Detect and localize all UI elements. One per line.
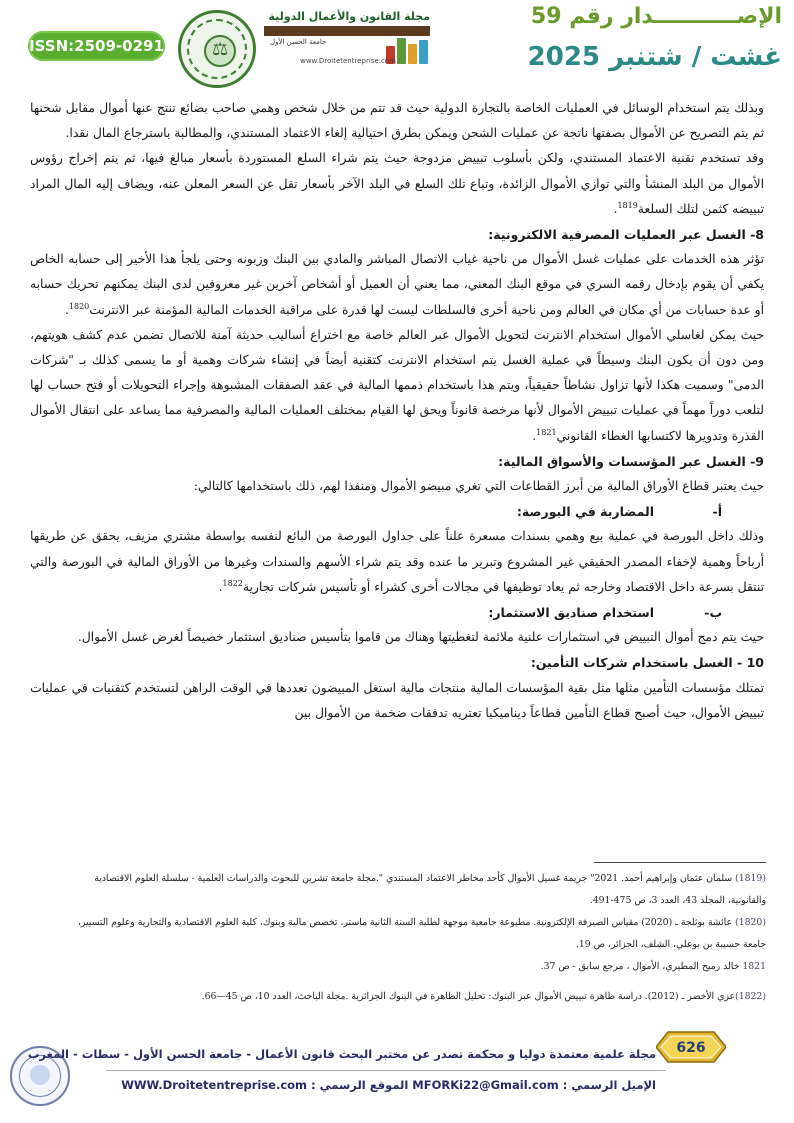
section-heading: 10 - الغسل باستخدام شركات التأمين: — [530, 655, 764, 671]
paragraph: حيث يتم دمج أموال التبييض في استثمارات علنية ملائمة لتغطيتها وهناك من قاموا بتأسيس صناديق استثمار خصيصاً لغرض غسل الأموال. — [77, 630, 764, 645]
footer-journal-info: مجلة علمية معتمدة دوليا و محكمة تصدر عن مختبر البحث قانون الأعمال - جامعة الحسن الأول - سطات - المغرب — [27, 1047, 656, 1061]
magazine-name: مجلة القانون والأعمال الدولية — [268, 10, 430, 23]
issue-label: الإصـــــــــــدار رقم 59 — [530, 4, 782, 29]
issn-badge: ISSN:2509-0291 — [28, 31, 165, 61]
footnote: 1821 خالد رميح المطيري، الأموال ، مرجع سابق - ص 37. — [540, 961, 766, 972]
page-number-badge — [656, 1030, 726, 1064]
footnote-divider — [594, 862, 766, 863]
law-lab-seal-logo: ⚖ — [178, 10, 256, 88]
issue-heading — [516, 4, 782, 34]
article-body — [30, 96, 764, 726]
footer-contact: الإميل الرسمي : MFORKi22@Gmail.com الموقع الرسمي : WWW.Droitetentreprise.com — [121, 1078, 656, 1092]
footnote: (1819) سلمان عثمان وإبراهيم أحمد. 2021" جريمة غسيل الأموال كأحد مخاطر الاعتماد المستندي ".مجلة جامعة تشرين للبحوث والدراسات العلمية - سلسلة العلوم الاقتصادية والقانونية، المجلد 43، العدد 3، ص 475-491. — [94, 873, 766, 906]
paragraph: وذلك داخل البورصة في عملية بيع وهمي بسندات مسعرة علناً على جداول البورصة من البائع لنفسه بواسطة مشتري مزيف، يحقق عن طريقها أرباحاً وهمية لإخفاء المصدر الحقيقي غير المشروع وتبرير ما عنده وقد يتم شراء الأسهم والسندات وغيرها من الأوراق المالية في البورصة والتي تنتقل بسرعة داخل الاقتصاد وخارجه ثم يعاد توظيفها في مجالات أخرى كشراء أو تأسيس شركات تجارية$^{1822}$. — [30, 529, 764, 594]
section-heading: 9- الغسل عبر المؤسسات والأسواق المالية: — [498, 453, 764, 469]
footnote-ref[interactable]: 1819 — [617, 200, 638, 210]
paragraph: وقد تستخدم تقنية الاعتماد المستندي، ولكن بأسلوب تبييض مزدوجة حيث يتم شراء السلع المستوردة بأسعار مبالغ فيها، ثم يتم إخراج رؤوس الأموال من البلد المنشأ والتي توازي الأموال الزائدة، وتباع تلك السلع في البلد الآخر بأسعار تقل عن السعر المعلن عنه، ويضاف إليه المال المراد تبييضه كثمن لتلك السلعة$^{1819}$. — [30, 151, 764, 216]
footnote-ref[interactable]: 1820 — [68, 301, 90, 311]
university-name: جامعة الحسن الأول — [270, 38, 327, 46]
footer-divider — [106, 1070, 666, 1071]
magazine-url: www.Droitetentreprise.com — [300, 57, 396, 65]
issue-date: غشت / شتنبر 2025 — [527, 42, 782, 72]
footnotes — [58, 868, 766, 1008]
paragraph: حيث يمكن لغاسلي الأموال استخدام الانترنت لتحويل الأموال عبر العالم خاصة مع اختراع أساليب حديثة آمنة للاتصال تضمن عدم كشف هويتهم، ومن دون أن يكون البنك وسيطاً في عملية الغسل يتم استخدام الانترنت كتقنية أيضاً في إنشاء شركات وهمية أو ما يسمى كذلك بـ "شركات الدمى" وسميت هكذا لأنها تزاول نشاطاً حقيقياً، ويتم هذا باستخدام ذممها المالية في عقد الصفقات المشبوهة وإجراء التحويلات أو فتح حساب لها لتلعب دوراً مهماً في عمليات تبييض الأموال لأنها مرخصة قانوناً ويحق لها القيام بمختلف العمليات المالية والمصرفية مما يساعد على انتقال الأموال القذرة وتدويرها لاكتسابها الغطاء القانوني$^{1821}$. — [30, 327, 764, 443]
footnote: (1822)عزي الأخضر ـ (2012). دراسة ظاهرة تبييض الأموال عبر البنوك: تحليل الظاهرة في البنوك الجزائرية .مجلة الباحث، العدد 10، ص 45—66. — [201, 991, 766, 1002]
page-number: 626 — [676, 1040, 706, 1056]
footnote-ref[interactable]: 1822 — [222, 578, 243, 588]
paragraph: تمتلك مؤسسات التأمين مثلها مثل بقية المؤسسات المالية منتجات مالية استغل المبيضون تعددها في الوقت الراهن لتستخدم كتقنيات في عمليات تبييض الأموال، حيث أصبح قطاع التأمين قطاعاً ديناميكيا تعتريه تدفقات ضخمة من الأموال بين — [30, 680, 764, 720]
footnote: (1820) عائشة بوثلجة ـ (2020) مقياس الصيرفة الإلكترونية. مطبوعة جامعية موجهة لطلبة السنة الثانية ماستر، تخصص مالية وبنوك، كلية العلوم الاقتصادية والتجارية وعلوم التسيير، جامعة حسيبة بن بوعلي، الشلف، الجزائر، ص 19. — [77, 917, 766, 950]
paragraph: حيث يعتبر قطاع الأوراق المالية من أبرز القطاعات التي تغري مبيضو الأموال ومنفذا لهم، ذلك باستخدامها كالتالي: — [193, 479, 764, 494]
subsection-heading: أ-المضاربة في البورصة: — [516, 504, 722, 520]
paragraph: وبذلك يتم استخدام الوسائل في العمليات الخاصة بالتجارة الدولية حيث قد تتم من خلال شخص وهمي صاحب بضائع تنتج عنها أموال مقابل شحنها ثم يتم التصريح عن الأموال بصفتها ناتجة عن عمليات الشحن ويمكن بطرق احتيالية إلغاء الاعتماد المستندي، والمطالبة باسترجاع المال نقدا. — [30, 101, 764, 141]
section-heading: 8- الغسل عبر العمليات المصرفية الالكترونية: — [488, 227, 764, 243]
paragraph: تؤثر هذه الخدمات على عمليات غسل الأموال من ناحية غياب الاتصال المباشر والمادي بين البنك وزبونه وحتى يلجأ هذا الأخير إلى حسابه الخاص يكفي أن يقوم بإدخال رقمه السري في موقع البنك المعني، مما يعني أن العميل أو أشخاص آخرين غير معروفين لدى البنك يمكنهم تحريك حسابه أو عدة حسابات من أي مكان في العالم ومن ناحية أخرى فالسلطات ليست لها قدرة على مراقبة الخدمات المالية المؤمنة عبر الانترنت$^{1820}$. — [30, 252, 764, 317]
subsection-heading: ب-استخدام صناديق الاستثمار: — [488, 605, 722, 621]
footnote-ref[interactable]: 1821 — [536, 427, 557, 437]
